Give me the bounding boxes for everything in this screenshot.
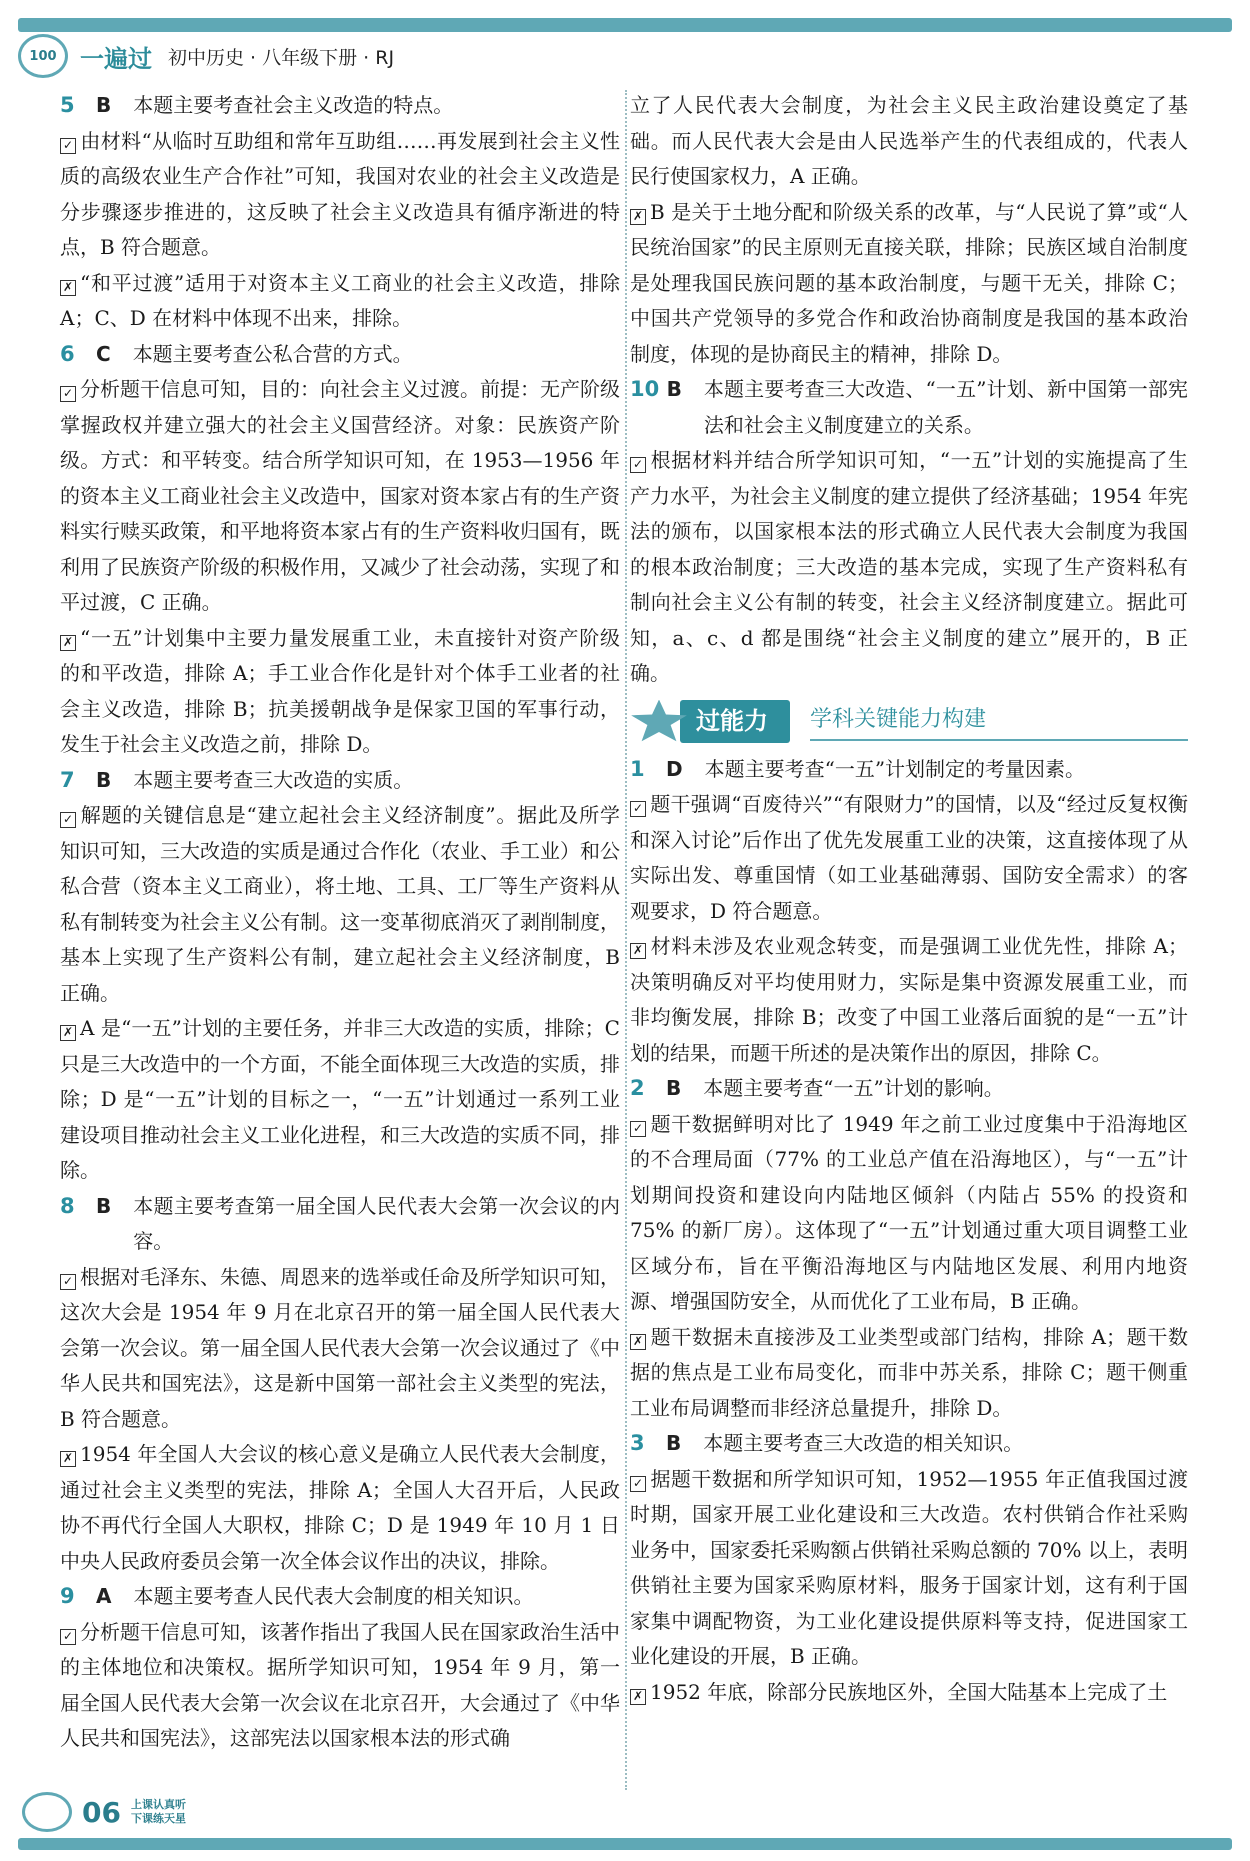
correct-mark-icon: ✓ <box>60 386 76 402</box>
correct-mark-icon: ✓ <box>60 138 76 154</box>
answer-topic: 本题主要考查社会主义改造的特点。 <box>133 93 454 117</box>
correct-mark-icon: ✓ <box>60 1629 76 1645</box>
correct-mark-icon: ✓ <box>630 457 646 473</box>
answer-choice: A <box>96 1584 112 1608</box>
answer-choice: D <box>666 756 683 781</box>
question-number: 1 <box>630 756 645 781</box>
question-number: 7 <box>60 767 75 792</box>
answer-choice: B <box>96 93 112 117</box>
explanation-paragraph <box>630 88 1188 195</box>
explanation-text: 据题干数据和所学知识可知，1952—1955 年正值我国过渡时期，国家开展工业化建设和三大改造。农村供销合作社采购业务中，国家委托采购额占供销社采购总额的 70% 以上，表明供销社主要为国家采购原材料，服务于国家计划，这有利于国家集中调配物资，为工业化建设提供原料等支持，促进国家工业化建设的开展，B 正确。 <box>630 1466 1188 1668</box>
wrong-mark-icon: ✗ <box>60 1451 76 1467</box>
explanation-text: 立了人民代表大会制度，为社会主义民主政治建设奠定了基础。而人民代表大会是由人民选举产生的代表组成的，代表人民行使国家权力，A 正确。 <box>630 93 1188 188</box>
explanation-paragraph <box>60 1011 620 1189</box>
answer-topic: 本题主要考查三大改造、“一五”计划、新中国第一部宪法和社会主义制度建立的关系。 <box>703 377 1188 437</box>
section-title: 过能力 <box>680 700 790 744</box>
explanation-paragraph <box>60 124 620 266</box>
bottom-decor-bar <box>18 1838 1232 1850</box>
answer-block <box>60 337 620 763</box>
explanation-paragraph <box>60 621 620 763</box>
explanation-text: 解题的关键信息是“建立起社会主义经济制度”。据此及所学知识可知，三大改造的实质是通过合作化（农业、手工业）和公私合营（资本主义工商业），将土地、工具、工厂等生产资料从私有制转变为社会主义公有制。这一变革彻底消灭了剥削制度，基本上实现了生产资料公有制，建立起社会主义经济制度，B 正确。 <box>60 803 620 1005</box>
answer-choice: B <box>666 1076 682 1100</box>
answer-block <box>630 752 1188 1072</box>
question-number: 5 <box>60 93 75 117</box>
answer-topic: 本题主要考查第一届全国人民代表大会第一次会议的内容。 <box>133 1193 620 1253</box>
answer-choice: B <box>96 767 112 792</box>
section-banner <box>630 696 1188 748</box>
answer-header <box>60 88 620 124</box>
explanation-text: 题干数据鲜明对比了 1949 年之前工业过度集中于沿海地区的不合理局面（77% 的工业总产值在沿海地区），与“一五”计划期间投资和建设向内陆地区倾斜（内陆占 55% 的投资和 75% 的新厂房）。这体现了“一五”计划通过重大项目调整工业区域分布，旨在平衡沿海地区与内陆地区发展、利用内地资源、增强国防安全，从而优化了工业布局，B 正确。 <box>630 1111 1188 1313</box>
explanation-paragraph <box>630 1320 1188 1427</box>
explanation-paragraph <box>60 1260 620 1438</box>
explanation-text: “和平过渡”适用于对资本主义工商业的社会主义改造，排除 A；C、D 在材料中体现不出来，排除。 <box>60 270 620 330</box>
correct-mark-icon: ✓ <box>630 1121 646 1137</box>
answer-header <box>60 1579 620 1615</box>
explanation-paragraph <box>60 798 620 1011</box>
explanation-text: “一五”计划集中主要力量发展重工业，未直接针对资产阶级的和平改造，排除 A；手工业合作化是针对个体手工业者的社会主义改造，排除 B；抗美援朝战争是保家卫国的军事行动，发生于社会主义改造之前，排除 D。 <box>60 625 620 756</box>
explanation-text: 题干强调“百废待兴”“有限财力”的国情，以及“经过反复权衡和深入讨论”后作出了优先发展重工业的决策，这直接体现了从实际出发、尊重国情（如工业基础薄弱、国防安全需求）的客观要求，D 符合题意。 <box>630 792 1188 923</box>
explanation-paragraph <box>630 1462 1188 1675</box>
answer-choice: B <box>666 1431 682 1455</box>
right-section-answers <box>630 752 1188 1711</box>
question-number: 2 <box>630 1076 645 1100</box>
right-continued-answer <box>630 88 1188 372</box>
answer-block <box>60 1579 620 1757</box>
wrong-mark-icon: ✗ <box>60 635 76 651</box>
answer-topic: 本题主要考查公私合营的方式。 <box>132 341 413 366</box>
answer-choice: B <box>96 1193 112 1218</box>
answer-block <box>630 1426 1188 1710</box>
answer-header <box>630 1426 1188 1462</box>
wrong-mark-icon: ✗ <box>630 943 646 959</box>
answer-header <box>60 1189 620 1260</box>
answer-block <box>630 1071 1188 1426</box>
explanation-paragraph <box>60 266 620 337</box>
answer-topic: 本题主要考查“一五”计划制定的考量因素。 <box>704 756 1086 781</box>
column-divider <box>625 90 627 1790</box>
explanation-text: 根据对毛泽东、朱德、周恩来的选举或任命及所学知识可知，这次大会是 1954 年 9 月在北京召开的第一届全国人民代表大会第一次会议。第一届全国人民代表大会第一次会议通过了《中华人民共和国宪法》，这是新中国第一部社会主义类型的宪法，B 符合题意。 <box>60 1264 620 1431</box>
explanation-text: 材料未涉及农业观念转变，而是强调工业优先性，排除 A；决策明确反对平均使用财力，实际是集中资源发展重工业，而非均衡发展，排除 B；改变了中国工业落后面貌的是“一五”计划的结果，而题干所述的是决策作出的原因，排除 C。 <box>630 934 1188 1065</box>
question-number: 10 <box>630 377 660 401</box>
question-number: 6 <box>60 341 75 366</box>
answer-topic: 本题主要考查三大改造的相关知识。 <box>703 1431 1024 1455</box>
explanation-text: 分析题干信息可知，目的：向社会主义过渡。前提：无产阶级掌握政权并建立强大的社会主义国营经济。对象：民族资产阶级。方式：和平转变。结合所学知识可知，在 1953—1956 年的资本主义工商业社会主义改造中，国家对资本家占有的生产资料实行赎买政策，和平地将资本家占有的生产资料收归国有，既利用了民族资产阶级的积极作用，又减少了社会动荡，实现了和平过渡，C 正确。 <box>60 377 620 614</box>
answer-header <box>630 752 1188 788</box>
explanation-text: 1952 年底，除部分民族地区外，全国大陆基本上完成了土 <box>650 1679 1168 1704</box>
explanation-text: B 是关于土地分配和阶级关系的改革，与“人民说了算”或“人民统治国家”的民主原则无直接关联，排除；民族区域自治制度是处理我国民族问题的基本政治制度，与题干无关，排除 C；中国共产党领导的多党合作和政治协商制度是我国的基本政治制度，体现的是协商民主的精神，排除 D。 <box>630 199 1188 366</box>
right-answers <box>630 372 1188 692</box>
explanation-paragraph <box>630 1675 1188 1711</box>
brand-name: 一遍过 <box>80 44 152 73</box>
explanation-paragraph <box>630 787 1188 929</box>
answer-block <box>60 88 620 337</box>
wrong-mark-icon: ✗ <box>630 1334 646 1350</box>
answer-topic: 本题主要考查人民代表大会制度的相关知识。 <box>133 1584 534 1608</box>
explanation-text: 分析题干信息可知，该著作指出了我国人民在国家政治生活中的主体地位和决策权。据所学知识可知，1954 年 9 月，第一届全国人民代表大会第一次会议在北京召开，大会通过了《中华人民共和国宪法》，这部宪法以国家根本法的形式确 <box>60 1619 620 1750</box>
wrong-mark-icon: ✗ <box>630 1689 646 1705</box>
explanation-paragraph <box>630 195 1188 373</box>
page-header <box>18 34 394 78</box>
wrong-mark-icon: ✗ <box>60 1025 76 1041</box>
answer-header <box>630 372 1188 443</box>
answer-header <box>60 337 620 373</box>
correct-mark-icon: ✓ <box>60 812 76 828</box>
correct-mark-icon: ✓ <box>630 1476 646 1492</box>
answer-block <box>630 372 1188 692</box>
question-number: 8 <box>60 1193 75 1218</box>
explanation-text: 题干数据未直接涉及工业类型或部门结构，排除 A；题干数据的焦点是工业布局变化，而非中苏关系，排除 C；题干侧重工业布局调整而非经济总量提升，排除 D。 <box>630 1324 1188 1420</box>
page-number: 06 <box>82 1795 121 1829</box>
answer-choice: B <box>666 377 682 401</box>
answer-topic: 本题主要考查三大改造的实质。 <box>133 767 414 792</box>
left-column <box>60 88 620 1757</box>
explanation-paragraph <box>60 372 620 621</box>
top-decor-bar <box>18 18 1232 32</box>
question-number: 9 <box>60 1584 75 1608</box>
explanation-paragraph <box>630 929 1188 1071</box>
brand-logo: 100 <box>18 34 68 78</box>
right-column <box>630 88 1188 1710</box>
correct-mark-icon: ✓ <box>60 1274 76 1290</box>
explanation-text: A 是“一五”计划的主要任务，并非三大改造的实质，排除；C 只是三大改造中的一个方面，不能全面体现三大改造的实质，排除；D 是“一五”计划的目标之一，“一五”计划通过一系列工业建设项目推动社会主义工业化进程，和三大改造的实质不同，排除。 <box>60 1016 620 1182</box>
answer-header <box>60 763 620 799</box>
explanation-text: 由材料“从临时互助组和常年互助组……再发展到社会主义性质的高级农业生产合作社”可知，我国对农业的社会主义改造是分步骤逐步推进的，这反映了社会主义改造具有循序渐进的特点，B 符合题意。 <box>60 128 620 259</box>
answer-choice: C <box>96 341 111 366</box>
footer-slogan: 上课认真听 下课练天星 <box>130 1798 186 1825</box>
question-number: 3 <box>630 1431 645 1455</box>
answer-header <box>630 1071 1188 1107</box>
explanation-paragraph <box>60 1615 620 1757</box>
explanation-text: 根据材料并结合所学知识可知，“一五”计划的实施提高了生产力水平，为社会主义制度的建立提供了经济基础；1954 年宪法的颁布，以国家根本法的形式确立人民代表大会制度为我国的根本政治制度；三大改造的基本完成，实现了生产资料私有制向社会主义公有制的转变，社会主义经济制度建立。据此可知，a、c、d 都是围绕“社会主义制度的建立”展开的，B 正确。 <box>630 448 1188 685</box>
correct-mark-icon: ✓ <box>630 801 646 817</box>
book-subject: 初中历史 · 八年级下册 · RJ <box>168 46 395 69</box>
answer-block <box>60 1189 620 1580</box>
answer-topic: 本题主要考查“一五”计划的影响。 <box>703 1076 1004 1100</box>
section-subtitle: 学科关键能力构建 <box>810 702 1188 742</box>
explanation-text: 1954 年全国人大会议的核心意义是确立人民代表大会制度，通过社会主义类型的宪法，排除 A；全国人大召开后，人民政协不再代行全国人大职权，排除 C；D 是 1949 年 10 月 1 日中央人民政府委员会第一次全体会议作出的决议，排除。 <box>60 1442 620 1573</box>
footer-logo-icon <box>22 1792 72 1832</box>
page-footer <box>22 1792 186 1832</box>
answer-block <box>60 763 620 1189</box>
explanation-paragraph <box>630 443 1188 692</box>
wrong-mark-icon: ✗ <box>60 280 76 296</box>
explanation-paragraph <box>60 1437 620 1579</box>
explanation-paragraph <box>630 1107 1188 1320</box>
wrong-mark-icon: ✗ <box>630 209 646 225</box>
